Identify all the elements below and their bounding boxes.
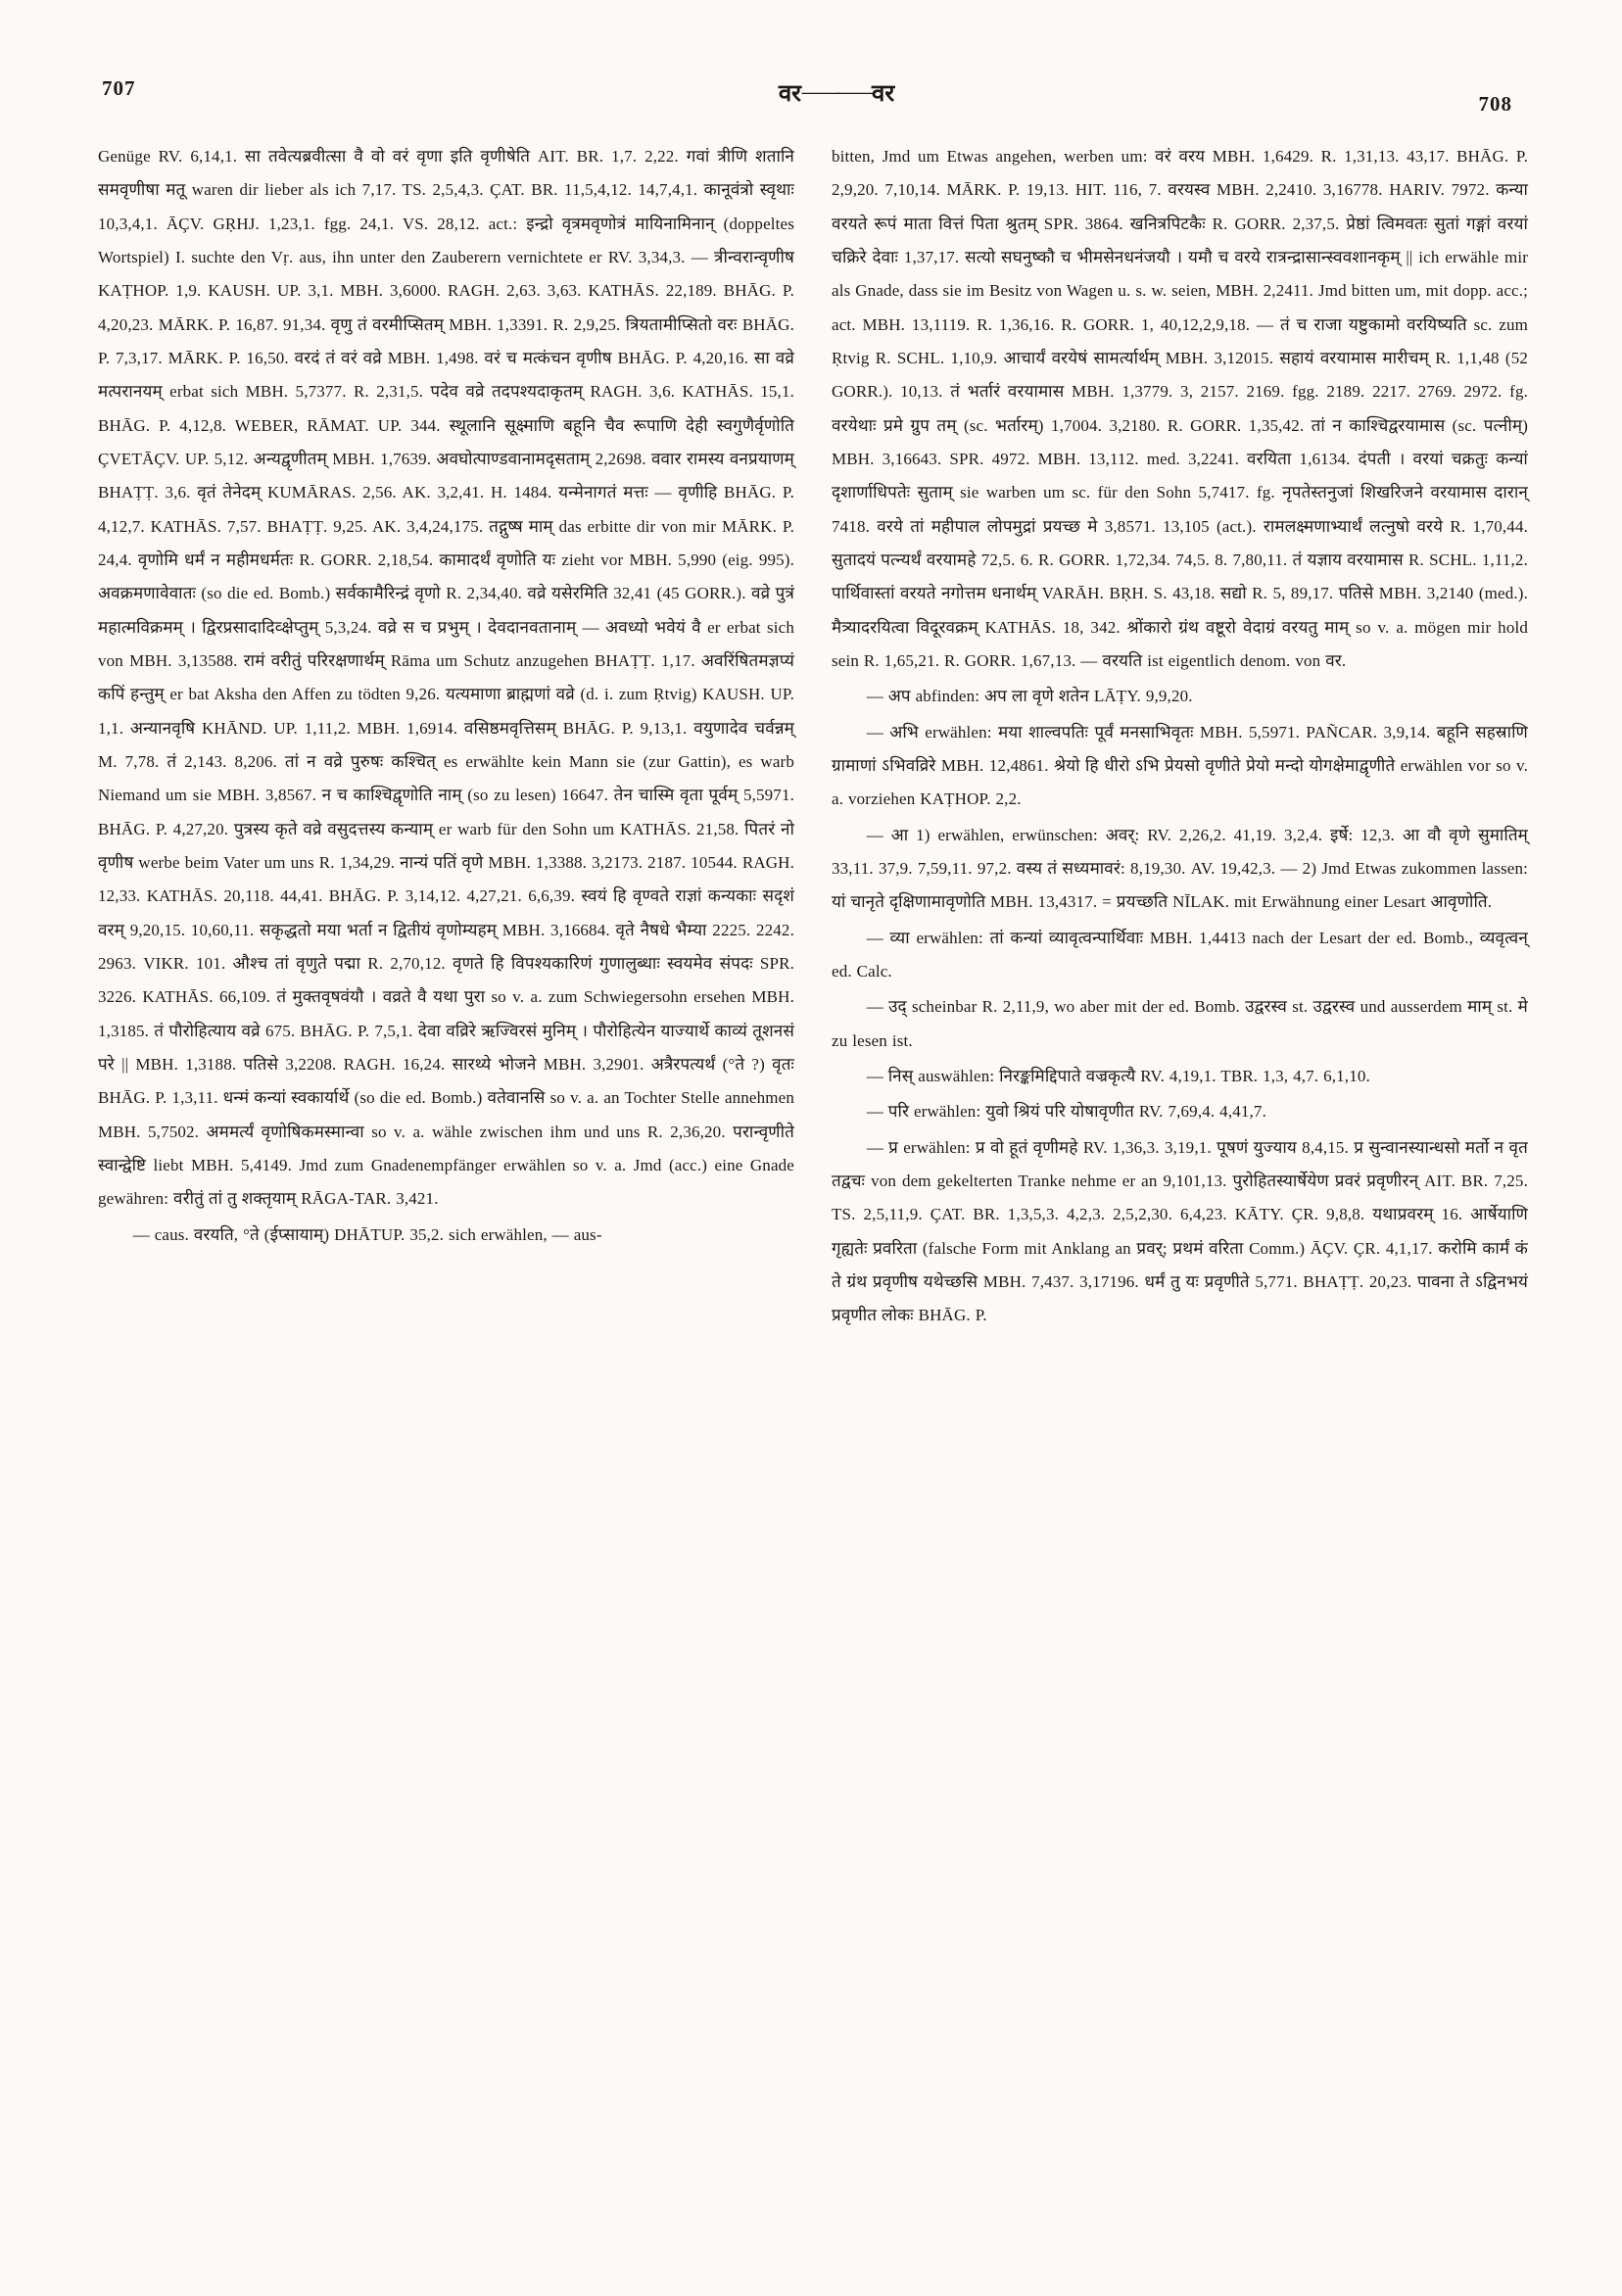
dictionary-paragraph-pra: — प्र erwählen: प्र वो हूतं वृणीमहे RV. 1,36,3. 3,19,1. पूषणं युज्याय 8,4,15. प्र सुन्वानस्यान्धसो मर्तो न वृत तद्वचः von dem gekelterten Tranke nehme er an 9,101,13. पुरोहितस्यार्षेयेण प्रवरं प्रवृणीरन् AIT. BR. 7,25. TS. 2,5,11,9. ÇAT. BR. 1,3,5,3. 4,2,3. 2,5,2,30. 6,4,23. KĀTY. ÇR. 9,8,8. यथाप्रवरम् 16. आर्षेयाणि गृह्यतेः प्रवरिता (falsche Form mit Anklang an प्रवर्; प्रथमं वरिता Comm.) ĀÇV. ÇR. 4,1,17. करोमि कार्मं कं ते ग्रंथ प्रवृणीष यथेच्छसि MBH. 7,437. 3,17196. धर्मं तु यः प्रवृणीते 5,771. BHAṬṬ. 20,23. पावना ते ऽद्विनभयं प्रवृणीत लोकः BHĀG. P. bbox=[832, 1137, 1528, 1325]
dictionary-paragraph: Genüge RV. 6,14,1. सा तवेत्यब्रवीत्सा वै वो वरं वृणा इति वृणीषेति AIT. BR. 1,7. 2,22. गवां त्रीणि शतानि समवृणीषा मतू waren dir lieber als ich 7,17. TS. 2,5,4,3. ÇAT. BR. 11,5,4,12. 14,7,4,1. कानूवंत्रो स्वृथाः 10,3,4,1. ĀÇV. GṚHJ. 1,23,1. fgg. 24,1. VS. 28,12. act.: इन्द्रो वृत्रमवृणोत्रं मायिनामिनान् (doppeltes Wortspiel) I. suchte den Vṛ. aus, ihn unter den Zauberern vernichtete er RV. 3,34,3. — त्रीन्वरान्वृणीष KAṬHOP. 1,9. KAUSH. UP. 3,1. MBH. 3,6000. RAGH. 2,63. 3,63. KATHĀS. 22,189. BHĀG. P. 4,20,23. MĀRK. P. 16,87. 91,34. वृणु तं वरमीप्सितम् MBH. 1,3391. R. 2,9,25. त्रियतामीप्सितो वरः BHĀG. P. 7,3,17. MĀRK. P. 16,50. वरदं तं वरं वव्रे MBH. 1,498. वरं च मत्कंचन वृणीष BHĀG. P. 4,20,16. सा वव्रे मत्परानयम् erbat sich MBH. 5,7377. R. 2,31,5. पदेव वव्रे तदपश्यदाकृतम् RAGH. 3,6. KATHĀS. 15,1. BHĀG. P. 4,12,8. WEBER, RĀMAT. UP. 344. स्थूलानि सूक्ष्माणि बहूनि चैव रूपाणि देही स्वगुणैर्वृणोति ÇVETĀÇV. UP. 5,12. अन्यद्वृणीतम् MBH. 1,7639. अवघोत्पाण्डवानामदृसताम् 2,2698. ववार रामस्य वनप्रयाणम् BHAṬṬ. 3,6. वृतं तेनेदम् KUMĀRAS. 2,56. AK. 3,2,41. H. 1484. यन्मेनागतं मत्तः — वृणीहि BHĀG. P. 4,12,7. KATHĀS. 7,57. BHAṬṬ. 9,25. AK. 3,4,24,175. तद्गुष्ष माम् das erbitte dir von mir MĀRK. P. 24,4. वृणोमि धर्मं न महीमधर्मतः R. GORR. 2,18,54. कामादर्थं वृणोति यः zieht vor MBH. 5,990 (eig. 995). अवक्रमणावेवातः (so die ed. Bomb.) सर्वकामैरिन्द्रं वृणो R. 2,34,40. वव्रे यसेरमिति 32,41 (45 GORR.). वव्रे पुत्रं महात्मविक्रमम् । द्विरप्रसादादिव्क्षेप्तुम् 5,3,24. वव्रे स च प्रभुम् । देवदानवतानाम् — अवध्यो भवेयं वै er erbat sich von MBH. 3,13588. रामं वरीतुं परिरक्षणार्थम् Rāma um Schutz anzugehen BHAṬṬ. 1,17. अवरिंषितमज्ञप्यं कपिं हन्तुम् er bat Aksha den Affen zu tödten 9,26. यत्यमाणा ब्राह्मणां वव्रे (d. i. zum Ṛtvig) KAUSH. UP. 1,1. अन्यानवृषि KHĀND. UP. 1,11,2. MBH. 1,6914. वसिष्ठमवृत्तिसम् BHĀG. P. 9,13,1. वयुणादेव चर्वन्नम् M. 7,78. तं 2,143. 8,206. तां न वव्रे पुरुषः कश्चित् es erwählte kein Mann sie (zur Gattin), es warb Niemand um sie MBH. 3,8567. न च काश्चिद्वृणोति नाम् (so zu lesen) 16647. तेन चास्मि वृता पूर्वम् 5,5971. BHĀG. P. 4,27,20. पुत्रस्य कृते वव्रे वसुदत्तस्य कन्याम् er warb für den Sohn um KATHĀS. 21,58. पितरं नो वृणीष werbe beim Vater um uns R. 1,34,29. नान्यं पतिं वृणे MBH. 1,3388. 3,2173. 2187. 10544. RAGH. 12,33. KATHĀS. 20,118. 44,41. BHĀG. P. 3,14,12. 4,27,21. 6,6,39. स्वयं हि वृण्वते राज्ञां कन्यकाः सदृशं वरम् 9,20,15. 10,60,11. सकृद्धतो मया भर्ता न द्वितीयं वृणोम्यहम् MBH. 3,16684. वृते नैषधे भैम्या 2225. 2242. 2963. VIKR. 101. औश्च तां वृणुते पद्मा R. 2,70,12. वृणते हि विपश्यकारिणं गुणालुब्धाः स्वयमेव संपदः SPR. 3226. KATHĀS. 66,109. तं मुक्तवृषवंयौ । वव्रते वै यथा पुरा so v. a. zum Schwiegersohn ersehen MBH. 1,3185. तं पौरोहित्याय वव्रे 675. BHĀG. P. 7,5,1. देवा वव्रिरे ऋज्विरसं मुनिम् । पौरोहित्येन याज्यार्थे काव्यं तूशनसं परे || MBH. 1,3188. पतिसे 3,2208. RAGH. 16,24. सारथ्ये भोजने MBH. 3,2901. अत्रैरपत्यर्थं (°ते ?) वृतः BHĀG. P. 1,3,11. धन्मं कन्यां स्वकार्यार्थे (so die ed. Bomb.) वतेवानसि so v. a. an Tochter Stelle annehmen MBH. 5,7502. अममर्त्यं वृणोषिकमस्मान्वा so v. a. wähle zwischen ihm und uns R. 2,36,20. परान्वृणीते स्वान्द्वेष्टि liebt MBH. 5,4149. Jmd zum Gnadenempfänger erwählen so v. a. Jmd (acc.) eine Gnade gewähren: वरीतुं तां तु शक्तृयाम् RĀGA-TAR. 3,421. bbox=[98, 147, 794, 1209]
dictionary-paragraph: bitten, Jmd um Etwas angehen, werben um: वरं वरय MBH. 1,6429. R. 1,31,13. 43,17. BHĀG. P. 2,9,20. 7,10,14. MĀRK. P. 19,13. HIT. 116, 7. वरयस्व MBH. 2,2410. 3,16778. HARIV. 7972. कन्या वरयते रूपं माता वित्तं पिता श्रुतम् SPR. 3864. खनित्रपिटकैः R. GORR. 2,37,5. प्रेष्ठां त्विमवतः सुतां गङ्गां वरयां चक्रिरे देवाः 1,37,17. सत्यो सघनुष्कौ च भीमसेनधनंजयौ । यमौ च वरये रात्रन्द्रासान्स्ववशानकृम् || ich erwähle mir als Gnade, dass sie im Besitz von Wagen u. s. w. seien, MBH. 2,2411. Jmd bitten um, mit dopp. acc.; act. MBH. 13,1119. R. 1,36,16. R. GORR. 1, 40,12,2,9,18. — तं च राजा यष्टुकामो वरयिष्यति sc. zum Ṛtvig R. SCHL. 1,10,9. आचार्यं वरयेषं सामर्त्यार्थम् MBH. 3,12015. सहायं वरयामास मारीचम् R. 1,1,48 (52 GORR.). 10,13. तं भर्तारं वरयामास MBH. 1,3779. 3, 2157. 2169. fgg. 2189. 2217. 2769. 2972. fg. वरयेथाः प्रमे ग्रुप तम् (sc. भर्तारम्) 1,7004. 3,2180. R. GORR. 1,35,42. तां न काश्चिद्वरयामास (sc. पत्नीम्) MBH. 3,16643. SPR. 4972. MBH. 13,112. med. 3,2241. वरयिता 1,6134. दंपती । वरयां चक्रतुः कन्यां दृशार्णाधिपतेः सुताम् sie warben um sc. für den Sohn 5,7417. fg. नृपतेस्तनुजां शिखरिजने वरयामास दारान् 7418. वरये तां महीपाल लोपमुद्रां प्रयच्छ मे 3,8571. 13,105 (act.). रामलक्ष्मणाभ्यार्थं लत्नुषो वरये R. 1,70,44. सुतादयं पत्न्यर्थं वरयामहे 72,5. 6. R. GORR. 1,72,34. 74,5. 8. 7,80,11. तं यज्ञाय वरयामास R. SCHL. 1,11,2. पार्थिवास्तां वरयते नगोत्तम धनार्थम् VARĀH. BṚH. S. 43,18. सद्यो R. 5, 89,17. पतिसे MBH. 3,2140 (med.). मैत्र्यादरयित्वा विदूरवक्रम् KATHĀS. 18, 342. श्रोंकारो ग्रंथ वष्टूरो वेदाग्रं वरयतु माम् so v. a. mögen mir hold sein R. 1,65,21. R. GORR. 1,67,13. — वरयति ist eigentlich denom. von वर. bbox=[832, 147, 1528, 670]
text-columns bbox=[0, 122, 1622, 1332]
dictionary-paragraph-pari: — परि erwählen: युवो श्रियं परि योषावृणीत RV. 7,69,4. 4,41,7. bbox=[866, 1102, 1266, 1122]
dictionary-paragraph-caus: — caus. वरयति, °ते (ईप्सायाम्) DHĀTUP. 35,2. sich erwählen, — aus- bbox=[132, 1224, 602, 1244]
dictionary-paragraph-apa: — अप abfinden: अप ला वृणे शतेन LĀṬY. 9,9,20. bbox=[866, 687, 1193, 706]
page-header bbox=[0, 0, 1622, 122]
dictionary-paragraph-aa: — आ 1) erwählen, erwünschen: अवर्: RV. 2,26,2. 41,19. 3,2,4. इर्षे: 12,3. आ वौ वृणे सुमातिम् 33,11. 37,9. 7,59,11. 97,2. वस्य तं सध्यमावरं: 8,19,30. AV. 19,42,3. — 2) Jmd Etwas zukommen lassen: यां चानृते दृक्षिणामावृणोति MBH. 13,4317. = प्रयच्छति NĪLAK. mit Erwähnung einer Lesart आवृणोति. bbox=[832, 825, 1528, 912]
page-number-left: 707 bbox=[102, 76, 136, 100]
dictionary-paragraph-ud: — उद् scheinbar R. 2,11,9, wo aber mit der ed. Bomb. उद्वरस्व st. उद्वरस्व und ausserdem माम् st. मे zu lesen ist. bbox=[832, 997, 1528, 1050]
left-column bbox=[98, 140, 794, 1332]
dictionary-paragraph-abhi: — अभि erwählen: मया शाल्वपतिः पूर्वं मनसाभिवृतः MBH. 5,5971. PAÑCAR. 3,9,14. बहूनि सहस्राणि ग्रामाणां ऽभिवव्रिरे MBH. 12,4861. श्रेयो हि धीरो ऽभि प्रेयसो वृणीते प्रेयो मन्दो योगक्षेमाद्वृणीते erwählen vor so v. a. vorziehen KAṬHOP. 2,2. bbox=[832, 722, 1528, 809]
headword-separator: —— bbox=[801, 79, 872, 105]
dictionary-paragraph-vyaa: — व्या erwählen: तां कन्यां व्यावृत्वन्पार्थिवाः MBH. 1,4413 nach der Lesart der ed. Bomb., व्यवृत्वन् ed. Calc. bbox=[832, 928, 1528, 981]
right-column bbox=[832, 140, 1528, 1332]
dictionary-paragraph-nis: — निस् auswählen: निरङ्कमिद्दिपाते वज्रकृत्यै RV. 4,19,1. TBR. 1,3, 4,7. 6,1,10. bbox=[866, 1066, 1370, 1085]
running-headword bbox=[779, 76, 894, 109]
headword-right: वर bbox=[872, 81, 895, 107]
page-number-right: 708 bbox=[1478, 92, 1512, 116]
headword-left: वर bbox=[778, 81, 801, 107]
